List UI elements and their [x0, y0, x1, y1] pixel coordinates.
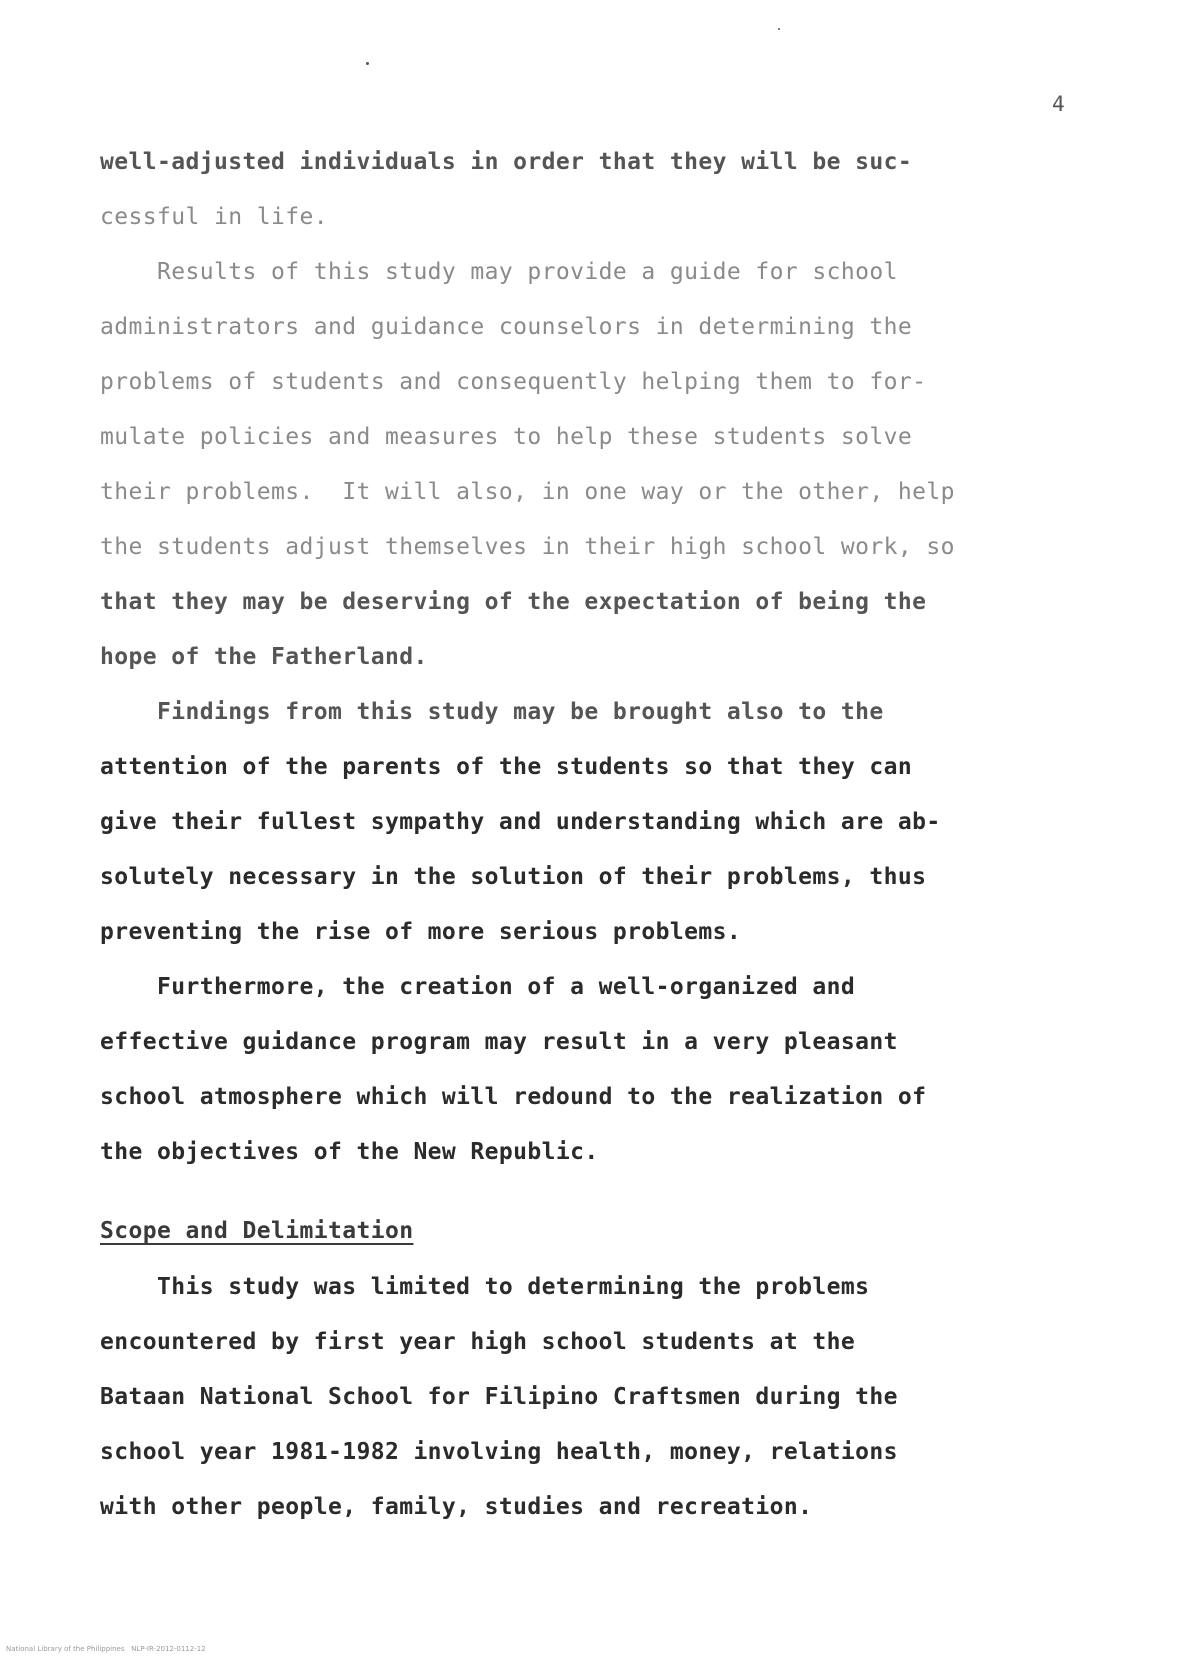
text-line: give their fullest sympathy and understanding which are ab-: [100, 809, 941, 835]
text-line: with other people, family, studies and recreation.: [100, 1494, 813, 1520]
text-line: administrators and guidance counselors in determining the: [100, 314, 913, 340]
text-line: preventing the rise of more serious problems.: [100, 919, 742, 945]
text-line: school year 1981-1982 involving health, money, relations: [100, 1439, 898, 1465]
text-line: Findings from this study may be brought also to the: [100, 699, 884, 725]
text-line: mulate policies and measures to help these students solve: [100, 424, 913, 450]
text-line: hope of the Fatherland.: [100, 644, 428, 670]
text-line: school atmosphere which will redound to the realization of: [100, 1084, 927, 1110]
text-line: effective guidance program may result in a very pleasant: [100, 1029, 898, 1055]
text-line: Results of this study may provide a guide for school: [100, 259, 898, 285]
text-line: that they may be deserving of the expectation of being the: [100, 589, 927, 615]
page-number: 4: [1052, 92, 1065, 116]
text-line: attention of the parents of the students so that they can: [100, 754, 913, 780]
scan-speck: [778, 28, 780, 30]
section-heading: Scope and Delimitation: [100, 1218, 414, 1244]
text-line: well-adjusted individuals in order that they will be suc-: [100, 149, 913, 175]
text-line: the objectives of the New Republic.: [100, 1139, 599, 1165]
text-line: Bataan National School for Filipino Craftsmen during the: [100, 1384, 898, 1410]
text-line: Furthermore, the creation of a well-organized and: [100, 974, 856, 1000]
text-line: encountered by first year high school students at the: [100, 1329, 856, 1355]
text-line: the students adjust themselves in their high school work, so: [100, 534, 955, 560]
text-line: their problems. It will also, in one way or the other, help: [100, 479, 955, 505]
text-line: problems of students and consequently helping them to for-: [100, 369, 927, 395]
text-line: cessful in life.: [100, 204, 328, 230]
text-line: This study was limited to determining the problems: [100, 1274, 870, 1300]
scan-footer: National Library of the Philippines NLP-IR-2012-0112-12: [6, 1645, 206, 1653]
scan-speck: [366, 62, 369, 65]
text-line: solutely necessary in the solution of their problems, thus: [100, 864, 927, 890]
